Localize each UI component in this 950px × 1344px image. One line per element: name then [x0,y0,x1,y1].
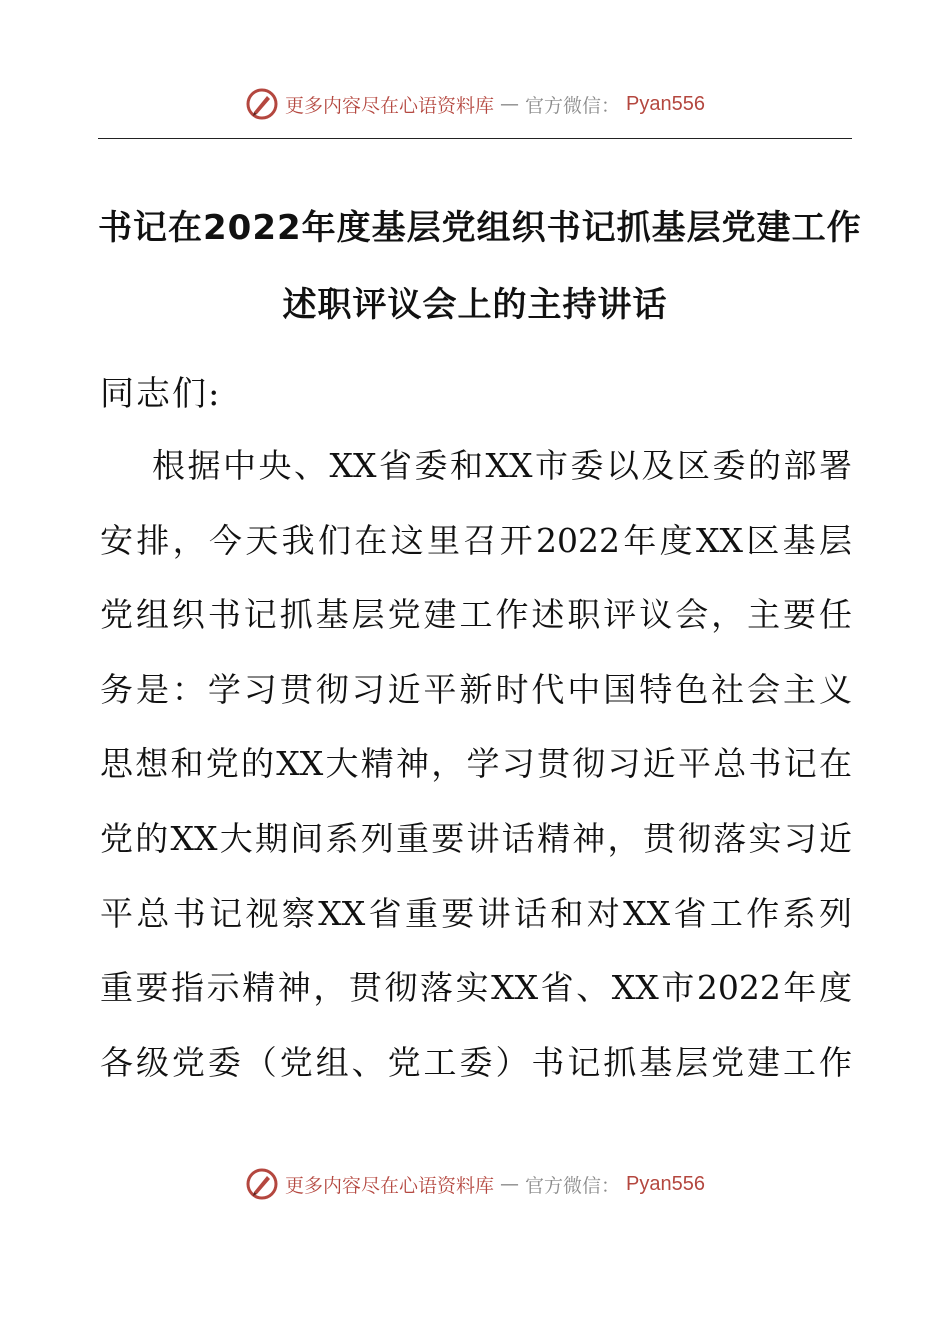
watermark-wechat-label: 官方微信： [525,1174,621,1197]
body-paragraph [100,436,852,1107]
document-title [98,190,862,344]
body-line: 各级党委（党组、党工委）书记抓基层党建工作 [100,1042,852,1082]
quill-pen-logo-icon [245,87,279,121]
body-line: 根据中央、XX省委和XX市委以及区委的部署 [152,446,852,485]
title-line: 述职评议会上的主持讲话 [282,285,668,325]
body-line: 党组织书记抓基层党建工作述职评议会，主要任 [100,595,852,635]
watermark-site-text: 更多内容尽在心语资料库 [285,1174,495,1197]
watermark-site-text: 更多内容尽在心语资料库 [285,94,495,117]
watermark-wechat-id: Pyan556 [626,92,705,115]
watermark-wechat-label: 官方微信： [525,94,621,117]
body-line: 平总书记视察XX省重要讲话和对XX省工作系列 [100,893,852,933]
salutation: 同志们: [100,374,222,414]
header-watermark [0,82,950,126]
body-line: 思想和党的XX大精神，学习贯彻习近平总书记在 [100,744,852,784]
watermark-dash: — [500,1173,520,1195]
body-line: 重要指示精神，贯彻落实XX省、XX市2022年度 [100,968,852,1008]
body-line: 务是：学习贯彻习近平新时代中国特色社会主义 [100,669,852,709]
quill-pen-logo-icon [245,1167,279,1201]
watermark-wechat-id: Pyan556 [626,1172,705,1195]
footer-watermark [0,1162,950,1206]
title-line: 书记在2022年度基层党组织书记抓基层党建工作 [98,208,862,248]
body-line: 安排，今天我们在这里召开2022年度XX区基层 [100,520,852,560]
body-line: 党的XX大期间系列重要讲话精神，贯彻落实习近 [100,818,852,858]
watermark-dash: — [500,93,520,115]
header-divider [98,138,852,139]
